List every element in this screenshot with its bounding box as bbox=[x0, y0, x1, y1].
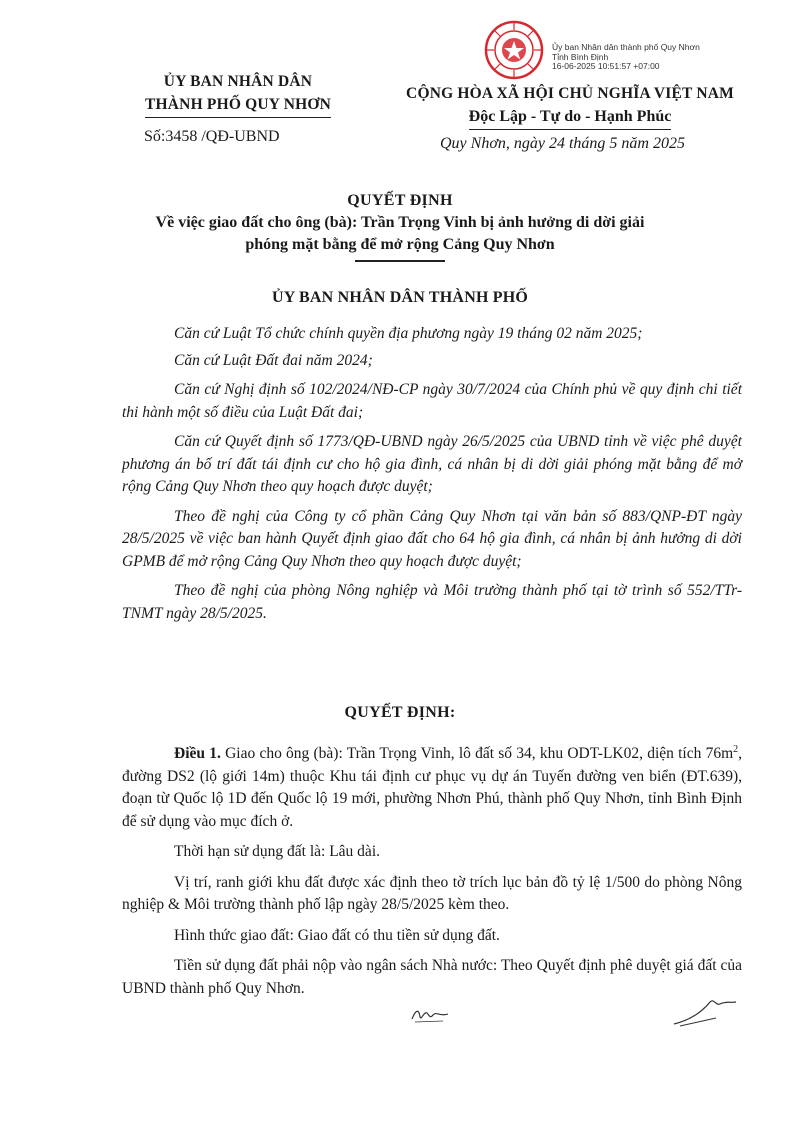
preamble-item: Căn cứ Luật Tổ chức chính quyền địa phương ngày 19 tháng 02 năm 2025; bbox=[174, 325, 643, 342]
title-underline bbox=[355, 260, 445, 262]
title-subject-line2: phóng mặt bằng để mở rộng Cảng Quy Nhơn bbox=[245, 236, 555, 253]
body-paragraph: Thời hạn sử dụng đất là: Lâu dài. bbox=[174, 843, 380, 861]
article-1-text-b: , đường DS2 (lộ giới 14m) thuộc Khu tái định cư phục vụ dự án Tuyến đường ven biển (ĐT.639), đoạn từ Quốc lộ 1D đến Quốc lộ 19 mới, phường Nhơn Phú, thành phố Quy Nhơn, tỉnh Bình Định để sử dụng vào mục đích ở. bbox=[122, 745, 743, 830]
decision-body bbox=[122, 739, 742, 1000]
signature-timestamp: 16-06-2025 10:51:57 +07:00 bbox=[552, 61, 660, 71]
authority-line2: THÀNH PHỐ QUY NHƠN bbox=[145, 93, 331, 118]
preamble-item: Theo đề nghị của Công ty cổ phần Cảng Quy Nhơn tại văn bản số 883/QNP-ĐT ngày 28/5/2025 về việc ban hành Quyết định giao đất cho 64 hộ gia đình, cá nhân bị ảnh hưởng di dời GPMB để mở rộng Cảng Quy Nhơn theo quy hoạch được duyệt; bbox=[122, 507, 742, 570]
document-number: Số:3458 /QĐ-UBND bbox=[144, 128, 280, 145]
issuing-authority-header bbox=[118, 70, 358, 118]
document-date: Quy Nhơn, ngày 24 tháng 5 năm 2025 bbox=[440, 135, 685, 152]
authority-line1: ỦY BAN NHÂN DÂN bbox=[163, 73, 313, 90]
preamble-item: Căn cứ Nghị định số 102/2024/NĐ-CP ngày 30/7/2024 của Chính phủ về quy định chi tiết thi hành một số điều của Luật Đất đai; bbox=[122, 381, 742, 421]
article-1-sup: 2 bbox=[733, 744, 739, 755]
article-1-text-a: Giao cho ông (bà): Trần Trọng Vinh, lô đất số 34, khu ODT-LK02, diện tích 76m bbox=[220, 745, 734, 763]
national-motto: Độc Lập - Tự do - Hạnh Phúc bbox=[469, 105, 672, 130]
red-seal-icon bbox=[484, 20, 544, 80]
article-1 bbox=[122, 739, 742, 833]
handwritten-signature-icon bbox=[670, 990, 740, 1030]
digital-signature-info bbox=[552, 43, 792, 72]
title-heading: QUYẾT ĐỊNH bbox=[347, 192, 453, 209]
preamble-item: Căn cứ Quyết định số 1773/QĐ-UBND ngày 26/5/2025 của UBND tỉnh về việc phê duyệt phương án bố trí đất tái định cư cho hộ gia đình, cá nhân bị di dời giải phóng mặt bằng để mở rộng Cảng Quy Nhơn theo quy hoạch được duyệt; bbox=[122, 433, 742, 495]
body-paragraph: Vị trí, ranh giới khu đất được xác định theo tờ trích lục bản đồ tỷ lệ 1/500 do phòng Nông nghiệp & Môi trường thành phố lập ngày 28/5/2025 kèm theo. bbox=[122, 873, 742, 914]
country-name: CỘNG HÒA XÃ HỘI CHỦ NGHĨA VIỆT NAM bbox=[406, 85, 734, 102]
body-paragraph: Tiền sử dụng đất phải nộp vào ngân sách Nhà nước: Theo Quyết định phê duyệt giá đất của UBND thành phố Quy Nhơn. bbox=[122, 957, 742, 997]
signature-org: Ủy ban Nhân dân thành phố Quy Nhơn bbox=[552, 42, 700, 52]
preamble-item: Theo đề nghị của phòng Nông nghiệp và Môi trường thành phố tại tờ trình số 552/TTr-TNMT ngày 28/5/2025. bbox=[122, 582, 742, 622]
signature-province: Tỉnh Bình Định bbox=[552, 51, 609, 62]
initial-signature-icon bbox=[410, 1005, 450, 1025]
authority-heading: ỦY BAN NHÂN DÂN THÀNH PHỐ bbox=[271, 289, 529, 306]
preamble bbox=[122, 323, 742, 625]
preamble-item: Căn cứ Luật Đất đai năm 2024; bbox=[174, 351, 373, 369]
body-paragraph: Hình thức giao đất: Giao đất có thu tiền sử dụng đất. bbox=[174, 926, 500, 944]
national-header bbox=[380, 82, 760, 130]
title-subject-line1: Về việc giao đất cho ông (bà): Trần Trọng Vinh bị ảnh hưởng di dời giải bbox=[155, 214, 645, 231]
article-1-label: Điều 1. bbox=[174, 745, 221, 763]
document-title bbox=[100, 190, 700, 262]
decision-heading: QUYẾT ĐỊNH: bbox=[344, 704, 456, 721]
